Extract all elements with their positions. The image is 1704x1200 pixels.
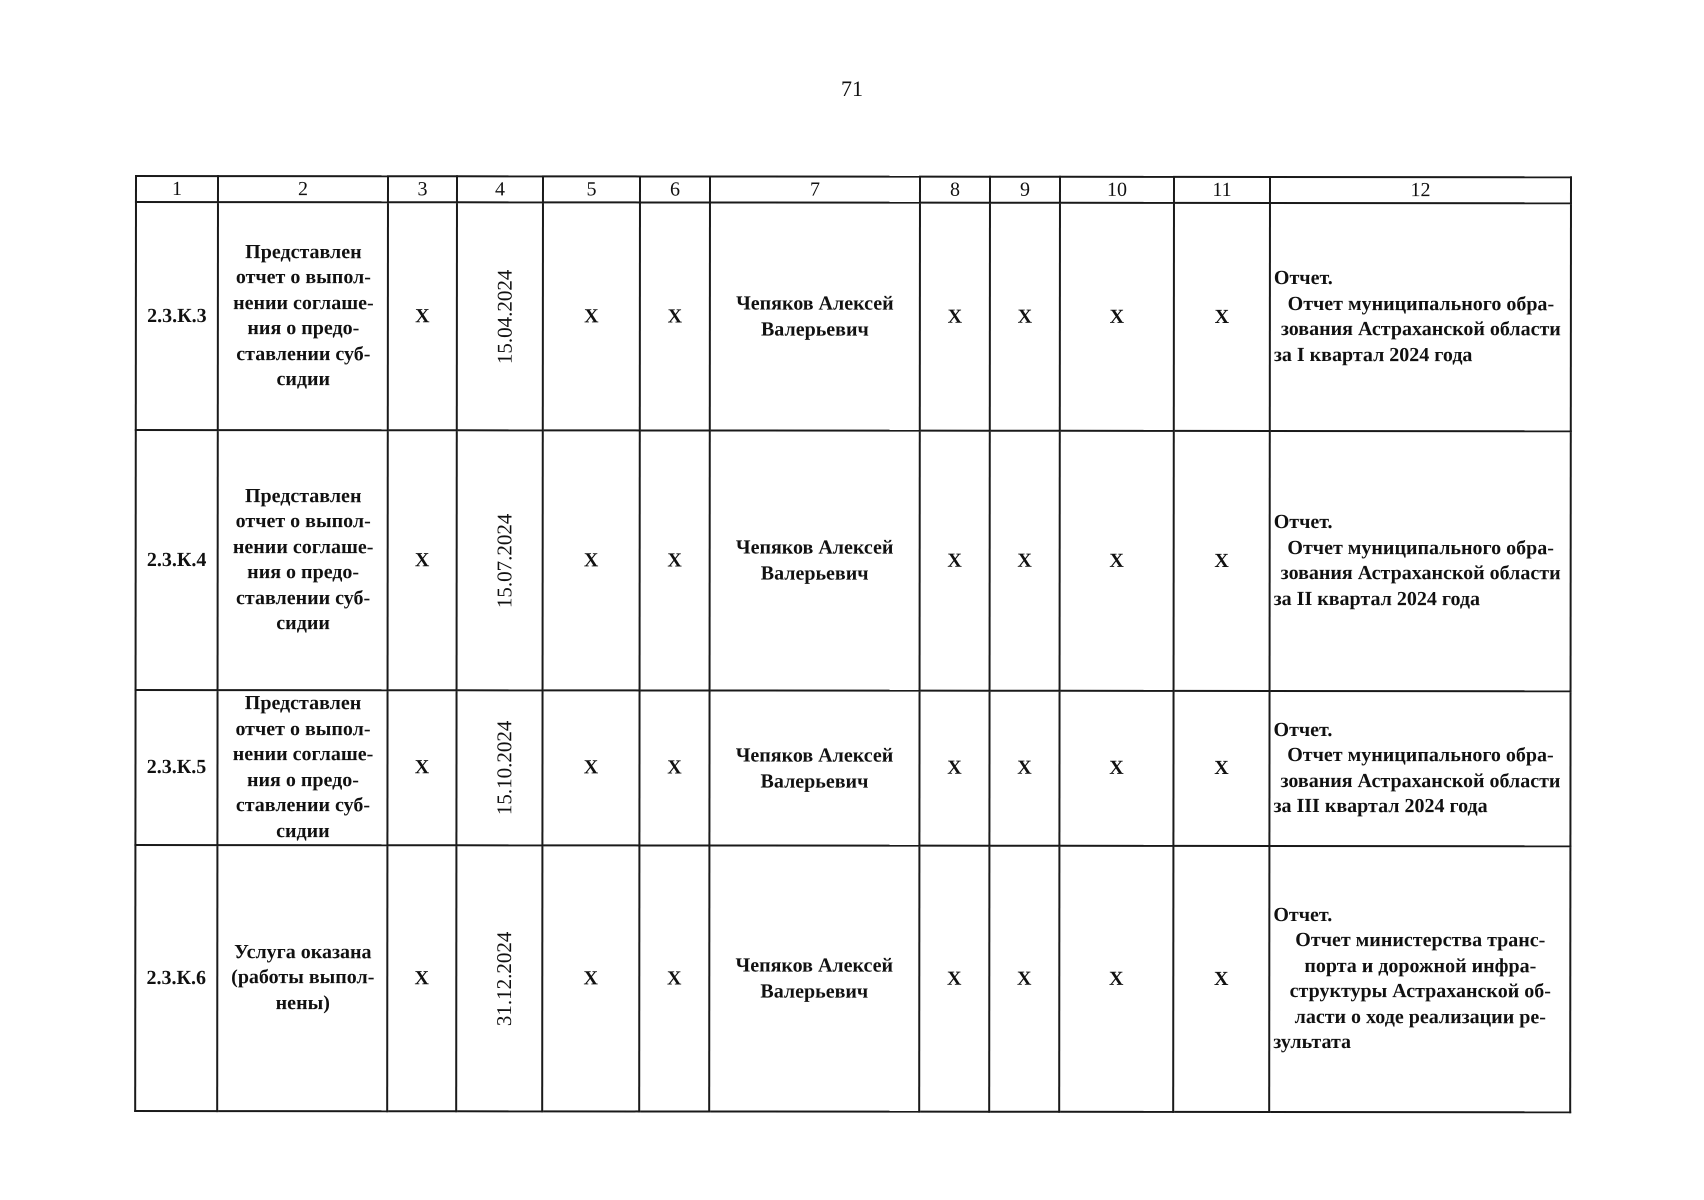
mark-col8: Х (919, 691, 989, 846)
table-row (135, 690, 1570, 846)
column-number-5: 5 (543, 176, 640, 202)
date-text: 15.10.2024 (492, 720, 517, 816)
mark-col11: Х (1174, 203, 1270, 431)
responsible-person: Чепяков Алексей Валерьевич (709, 846, 919, 1112)
column-number-12: 12 (1270, 177, 1571, 203)
column-number-4: 4 (457, 176, 543, 202)
responsible-person: Чепяков Алексей Валерьевич (710, 203, 920, 431)
date-cell (457, 202, 543, 430)
column-number-7: 7 (710, 177, 920, 203)
mark-col11: Х (1174, 431, 1270, 691)
row-description: Представлен отчет о выполнении соглашения о предоставлении субсидии (218, 430, 388, 690)
column-number-8: 8 (920, 177, 990, 203)
column-number-10: 10 (1060, 177, 1174, 203)
mark-col5: Х (543, 202, 640, 430)
responsible-person: Чепяков Алексей Валерьевич (709, 691, 919, 846)
row-code: 2.3.К.6 (135, 845, 217, 1111)
mark-col6: Х (639, 845, 709, 1111)
mark-col3: Х (387, 690, 456, 845)
date-text: 15.07.2024 (492, 513, 517, 608)
result-description (1270, 431, 1571, 691)
mark-col3: Х (387, 845, 456, 1111)
row-description: Представлен отчет о выполнении соглашения о предоставлении субсидии (218, 202, 388, 430)
mark-col6: Х (640, 430, 710, 690)
result-lead: Отчет. (1273, 510, 1333, 534)
row-description: Услуга оказана (работы выполнены) (217, 845, 387, 1111)
mark-col5: Х (542, 845, 639, 1111)
row-code: 2.3.К.5 (135, 690, 217, 845)
column-number-9: 9 (990, 177, 1060, 203)
mark-col8: Х (920, 203, 990, 431)
table-row (135, 845, 1570, 1112)
date-cell (457, 430, 543, 690)
page-number: 71 (841, 76, 863, 101)
mark-col3: Х (388, 430, 457, 690)
result-description (1270, 203, 1571, 431)
date-text: 31.12.2024 (492, 931, 517, 1026)
mark-col11: Х (1173, 846, 1269, 1112)
mark-col9: Х (989, 691, 1059, 846)
result-description (1269, 691, 1570, 846)
result-description (1269, 846, 1570, 1112)
result-body: Отчет министерства транспорта и дорожной инфраструктуры Астраханской области о ходе реализации результата (1273, 929, 1551, 1054)
row-code: 2.3.К.4 (136, 430, 218, 690)
result-body: Отчет муниципального образования Астраханской области за III квартал 2024 года (1273, 744, 1561, 818)
mark-col9: Х (989, 846, 1059, 1112)
mark-col6: Х (640, 202, 710, 430)
result-lead: Отчет. (1273, 718, 1333, 741)
date-text: 15.04.2024 (492, 269, 517, 364)
table-row (136, 202, 1571, 431)
mark-col5: Х (543, 430, 640, 690)
mark-col10: Х (1059, 846, 1173, 1112)
mark-col3: Х (388, 202, 457, 430)
mark-col10: Х (1060, 431, 1174, 691)
result-lead: Отчет. (1273, 266, 1333, 290)
row-description: Представлен отчет о выполнении соглашения о предоставлении субсидии (217, 690, 387, 845)
result-body: Отчет муниципального образования Астраханской области за I квартал 2024 года (1273, 292, 1561, 366)
mark-col9: Х (990, 203, 1060, 431)
mark-col11: Х (1173, 691, 1269, 846)
column-number-11: 11 (1174, 177, 1270, 203)
column-number-2: 2 (218, 176, 388, 202)
mark-col8: Х (919, 846, 989, 1112)
mark-col5: Х (542, 690, 639, 845)
report-table (134, 175, 1572, 1113)
mark-col10: Х (1060, 203, 1174, 431)
mark-col8: Х (920, 431, 990, 691)
column-number-3: 3 (388, 176, 457, 202)
mark-col6: Х (639, 690, 709, 845)
mark-col10: Х (1059, 691, 1173, 846)
column-number-6: 6 (640, 176, 710, 202)
result-lead: Отчет. (1273, 903, 1333, 926)
date-cell (456, 690, 542, 845)
row-code: 2.3.К.3 (136, 202, 218, 430)
date-cell (456, 845, 542, 1111)
column-number-1: 1 (136, 176, 218, 202)
table-row (136, 430, 1571, 691)
header-row (136, 176, 1571, 203)
responsible-person: Чепяков Алексей Валерьевич (710, 431, 920, 691)
result-body: Отчет муниципального образования Астраханской области за II квартал 2024 года (1273, 536, 1561, 610)
mark-col9: Х (990, 431, 1060, 691)
